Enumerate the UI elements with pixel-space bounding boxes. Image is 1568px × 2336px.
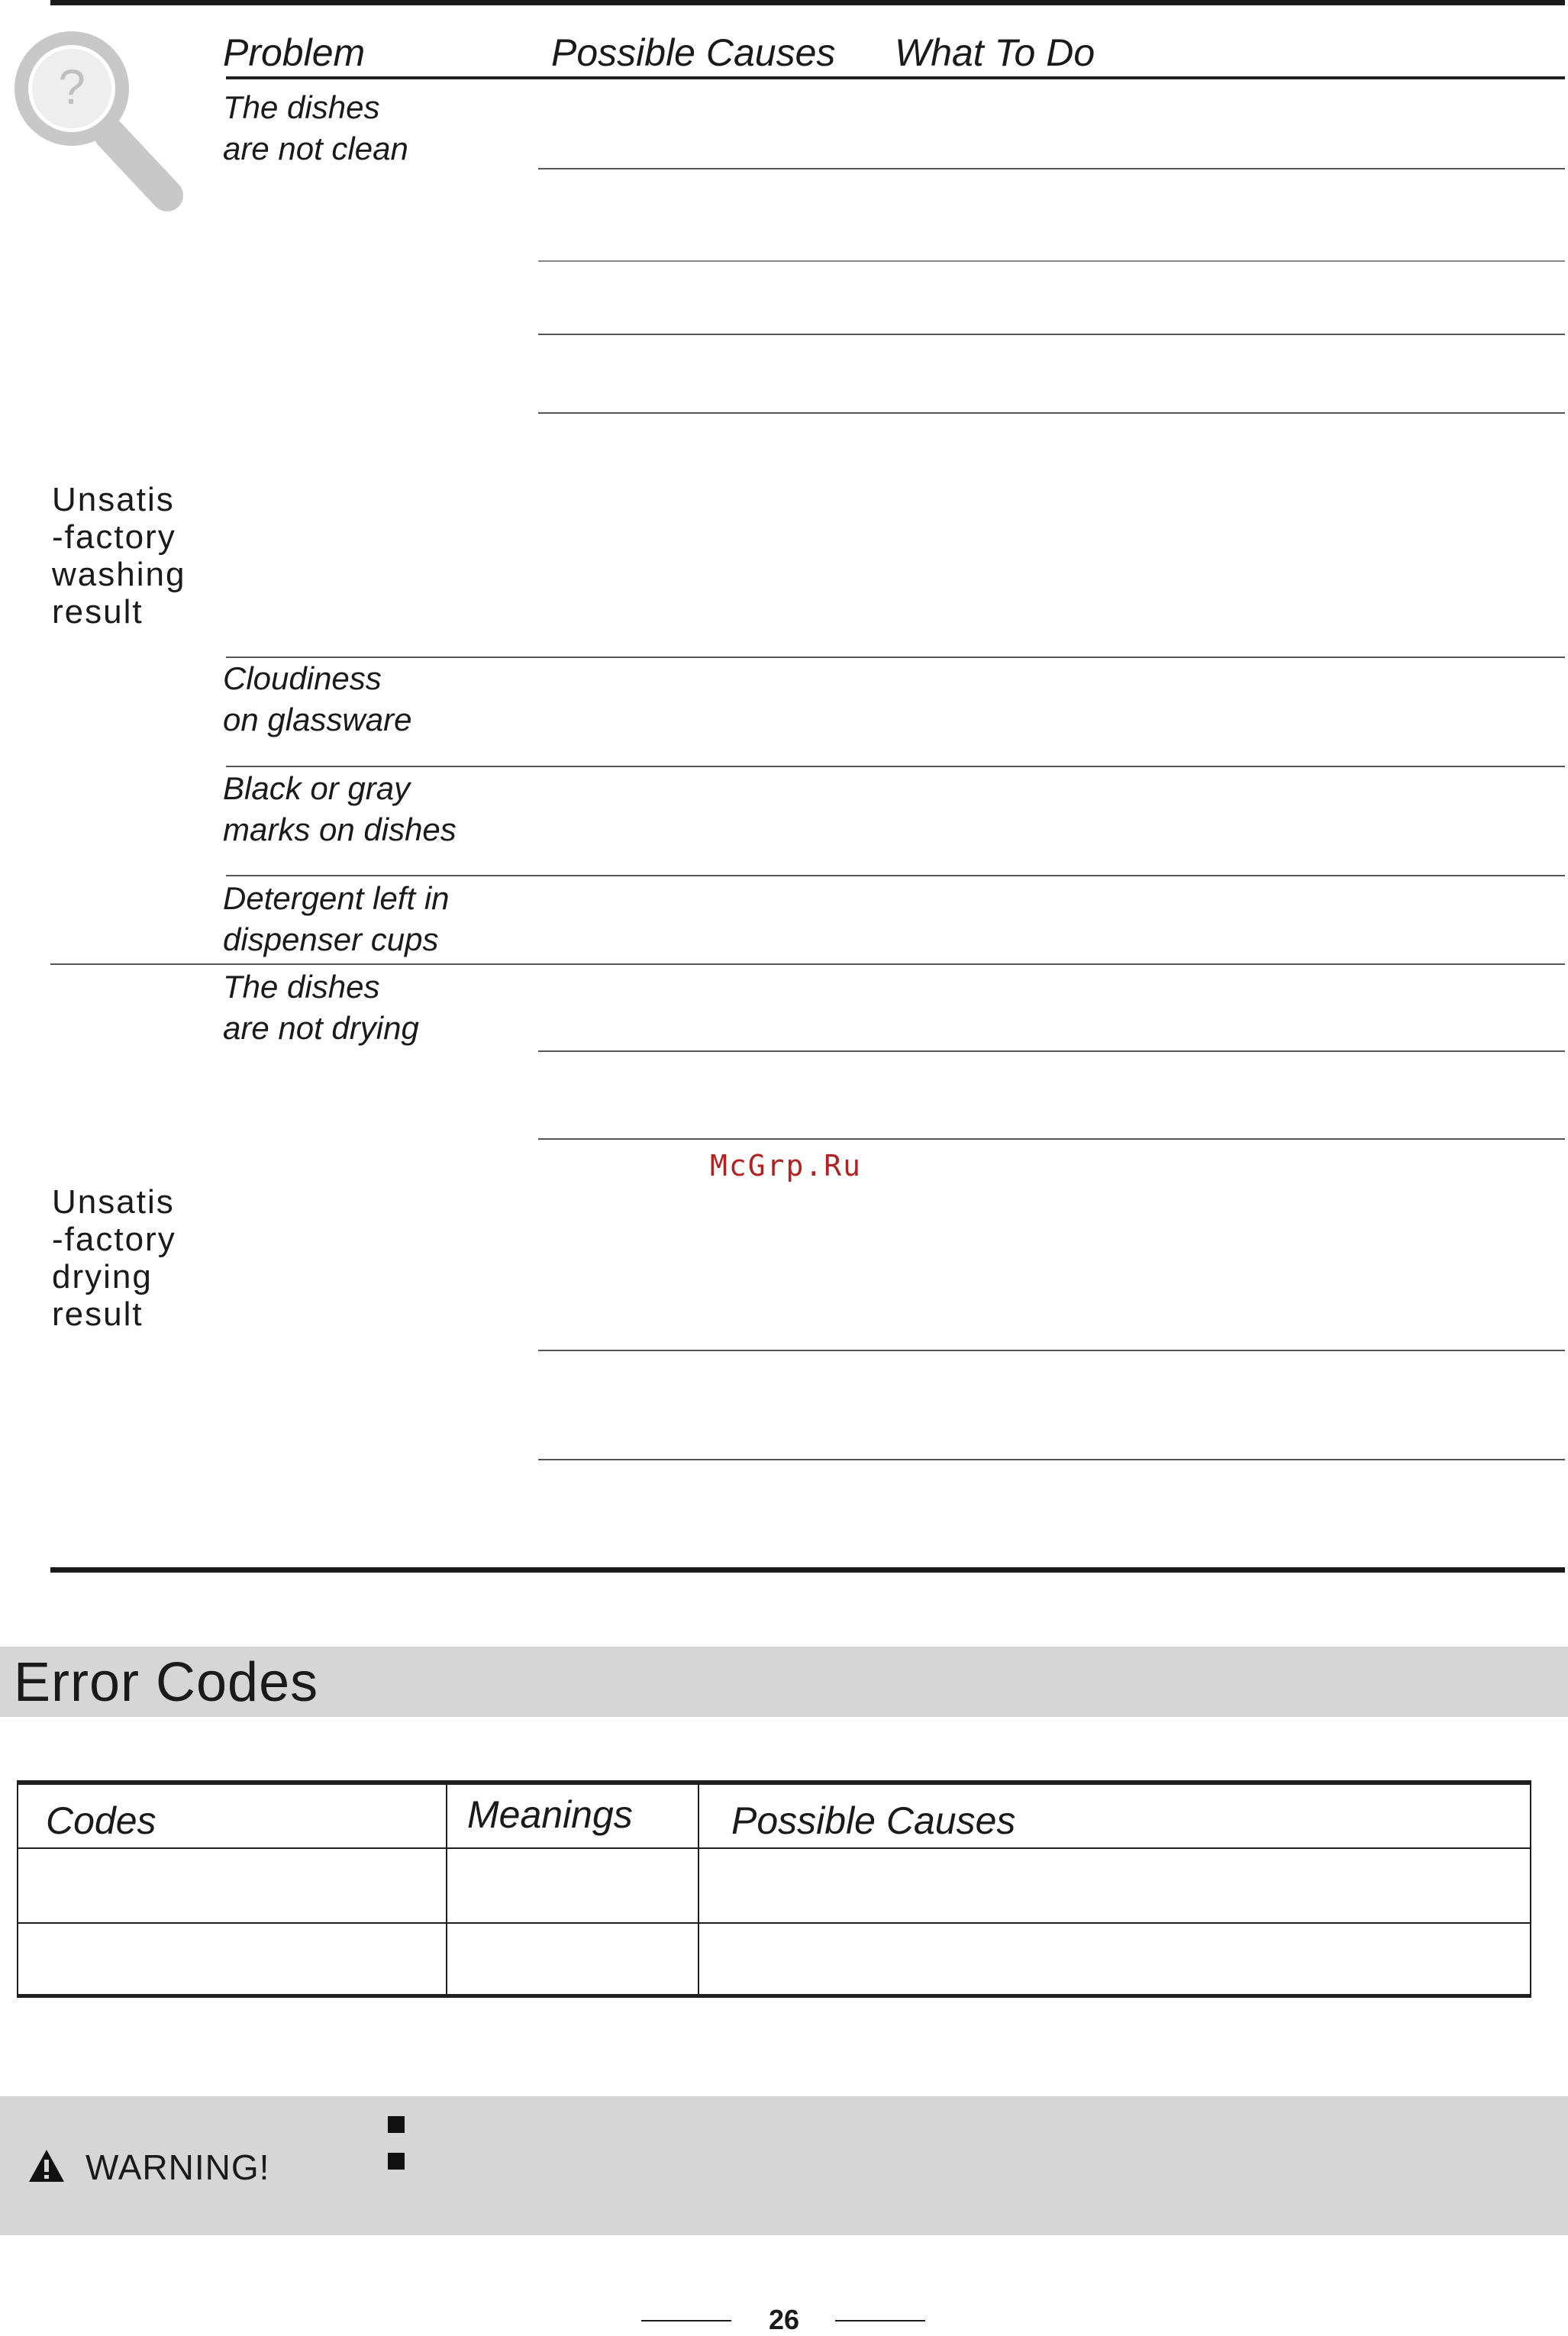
category-drying: Unsatis -factory drying result [52, 1183, 176, 1333]
table-bottom-rule [50, 1567, 1565, 1573]
problem-detergent-left: Detergent left in dispenser cups [223, 880, 450, 957]
row-divider [538, 260, 1565, 262]
problem-divider [226, 657, 1565, 658]
svg-text:?: ? [58, 60, 85, 115]
header-problem: Problem [223, 31, 366, 74]
header-what-to-do: What To Do [895, 31, 1095, 74]
warning-triangle-icon [27, 2148, 66, 2183]
top-rule [50, 0, 1565, 5]
col-divider [17, 1780, 18, 1998]
watermark: McGrp.Ru [710, 1149, 863, 1183]
table-row-rule [17, 1922, 1531, 1924]
bullet-marker [388, 2153, 405, 2170]
bullet-marker [388, 2116, 405, 2133]
col-divider [698, 1780, 699, 1998]
row-divider [538, 1138, 1565, 1140]
row-divider [538, 1350, 1565, 1351]
row-divider [538, 1050, 1565, 1052]
problem-black-marks: Black or gray marks on dishes [223, 770, 457, 847]
page-number: 26 [768, 2304, 800, 2335]
header-possible-causes: Possible Causes [551, 31, 836, 74]
problem-dishes-not-clean: The dishes are not clean [223, 89, 408, 166]
warning-label: WARNING! [85, 2147, 270, 2187]
problem-dishes-not-drying: The dishes are not drying [223, 969, 419, 1046]
table-header-rule [17, 1847, 1531, 1849]
error-codes-table [17, 1780, 1531, 1998]
problem-divider [226, 875, 1565, 876]
problem-cloudiness: Cloudiness on glassware [223, 660, 412, 737]
row-divider [538, 1459, 1565, 1460]
header-underline [226, 76, 1565, 79]
category-washing: Unsatis -factory washing result [52, 481, 186, 631]
col-header-meanings: Meanings [467, 1793, 633, 1836]
col-header-codes: Codes [46, 1799, 156, 1842]
row-divider [538, 168, 1565, 169]
table-top-rule [17, 1780, 1531, 1785]
col-divider [1530, 1780, 1531, 1998]
magnifier-question-icon [11, 27, 186, 218]
col-header-possible-causes: Possible Causes [731, 1799, 1016, 1842]
col-divider [446, 1780, 447, 1998]
table-bottom-rule [17, 1994, 1531, 1998]
category-divider [50, 963, 1565, 965]
row-divider [538, 412, 1565, 414]
problem-divider [226, 766, 1565, 767]
error-codes-title: Error Codes [14, 1652, 319, 1713]
row-divider [538, 334, 1565, 335]
